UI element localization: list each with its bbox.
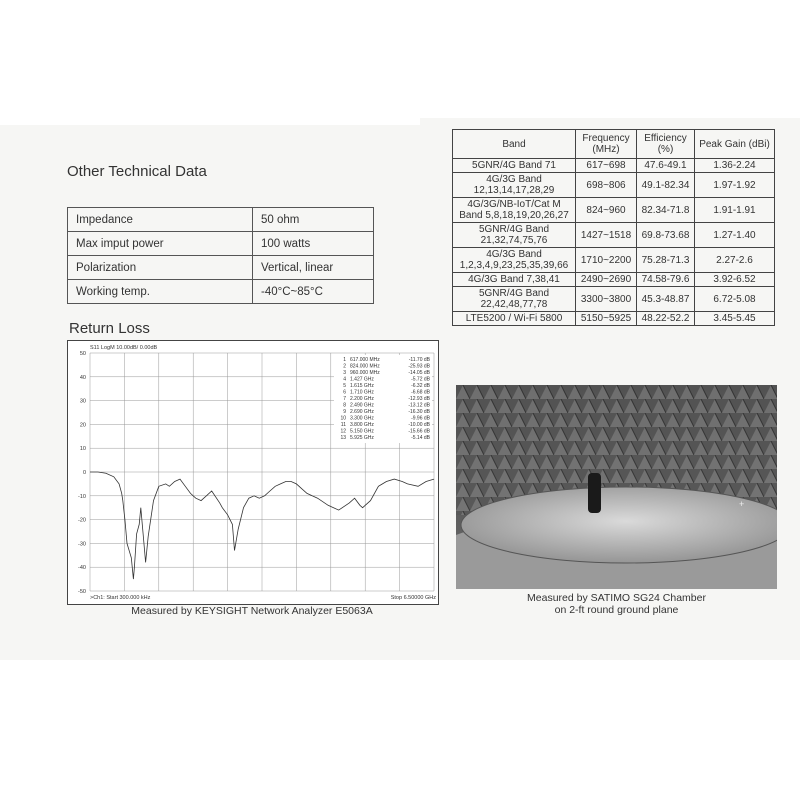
marker-value: -11.70 dB xyxy=(408,357,430,363)
marker-value: -16.30 dB xyxy=(408,409,430,415)
spec-label: Working temp. xyxy=(68,280,253,304)
other-technical-title: Other Technical Data xyxy=(67,163,207,180)
chamber-caption xyxy=(456,592,777,616)
svg-text:+: + xyxy=(739,499,745,509)
chamber-image xyxy=(456,385,777,589)
peak-gain-cell: 1.27-1.40 xyxy=(695,223,775,248)
band-cell: 4G/3G Band 7,38,41 xyxy=(453,273,576,287)
spec-value: -40°C~85°C xyxy=(253,280,374,304)
band-table xyxy=(452,129,775,326)
marker-id: 1 xyxy=(343,357,346,363)
return-loss-caption: Measured by KEYSIGHT Network Analyzer E5063A xyxy=(131,605,373,617)
band-cell: 4G/3G Band 1,2,3,4,9,23,25,35,39,66 xyxy=(453,248,576,273)
marker-frequency: 1.427 GHz xyxy=(350,376,374,383)
marker-id: 8 xyxy=(343,402,346,409)
marker-value: -6.32 dB xyxy=(411,383,430,389)
frequency-cell: 617~698 xyxy=(576,159,637,173)
marker-frequency: 2.200 GHz xyxy=(350,396,374,402)
return-loss-plot xyxy=(68,341,438,604)
return-loss-title: Return Loss xyxy=(69,320,150,337)
frequency-cell: 3300~3800 xyxy=(576,287,637,312)
header-frequency: Frequency (MHz) xyxy=(576,130,637,159)
marker-id: 7 xyxy=(343,396,346,402)
y-tick-label: -50 xyxy=(78,589,86,595)
efficiency-cell: 74.58-79.6 xyxy=(637,273,695,287)
frequency-cell: 1427~1518 xyxy=(576,223,637,248)
marker-value: -14.05 dB xyxy=(408,370,430,376)
marker-frequency: 824.000 MHz xyxy=(350,363,380,370)
marker-id: 9 xyxy=(343,409,346,415)
marker-frequency: 3.300 GHz xyxy=(350,415,374,422)
marker-id: 4 xyxy=(343,376,346,383)
band-cell: 5GNR/4G Band 71 xyxy=(453,159,576,173)
efficiency-cell: 69.8-73.68 xyxy=(637,223,695,248)
marker-id: 13 xyxy=(340,435,346,441)
frequency-cell: 698~806 xyxy=(576,173,637,198)
marker-id: 3 xyxy=(343,370,346,376)
peak-gain-cell: 6.72-5.08 xyxy=(695,287,775,312)
marker-frequency: 5.150 GHz xyxy=(350,428,374,435)
band-cell: 5GNR/4G Band 21,32,74,75,76 xyxy=(453,223,576,248)
peak-gain-cell: 2.27-2.6 xyxy=(695,248,775,273)
header-band: Band xyxy=(453,130,576,159)
marker-value: -5.72 dB xyxy=(411,376,430,383)
header-peak-gain: Peak Gain (dBi) xyxy=(695,130,775,159)
spec-value: 100 watts xyxy=(253,232,374,256)
frequency-cell: 824~960 xyxy=(576,198,637,223)
peak-gain-cell: 1.91-1.91 xyxy=(695,198,775,223)
chamber-photo xyxy=(456,385,777,589)
table-row xyxy=(68,280,374,304)
efficiency-cell: 48.22-52.2 xyxy=(637,312,695,326)
marker-value: -6.68 dB xyxy=(411,389,430,396)
analyzer-stop: Stop 6.50000 GHz xyxy=(390,595,436,601)
marker-id: 2 xyxy=(343,363,346,370)
marker-frequency: 2.490 GHz xyxy=(350,402,374,409)
spec-label: Impedance xyxy=(68,208,253,232)
y-tick-label: 30 xyxy=(79,398,86,405)
y-tick-label: 0 xyxy=(82,470,86,476)
marker-value: -25.93 dB xyxy=(408,363,430,370)
marker-frequency: 960.000 MHz xyxy=(350,370,380,376)
spec-value: 50 ohm xyxy=(253,208,374,232)
marker-id: 6 xyxy=(343,389,346,396)
efficiency-cell: 45.3-48.87 xyxy=(637,287,695,312)
frequency-cell: 5150~5925 xyxy=(576,312,637,326)
peak-gain-cell: 1.97-1.92 xyxy=(695,173,775,198)
efficiency-cell: 47.6-49.1 xyxy=(637,159,695,173)
marker-id: 5 xyxy=(343,383,346,389)
marker-frequency: 5.925 GHz xyxy=(350,435,374,441)
document-sheet-edge xyxy=(420,118,800,128)
frequency-cell: 2490~2690 xyxy=(576,273,637,287)
band-row xyxy=(453,223,775,248)
marker-value: -15.66 dB xyxy=(408,428,430,435)
y-tick-label: -30 xyxy=(78,541,86,548)
marker-frequency: 1.710 GHz xyxy=(350,389,374,396)
table-row xyxy=(68,208,374,232)
marker-value: -5.14 dB xyxy=(411,435,430,441)
band-row xyxy=(453,312,775,326)
marker-id: 11 xyxy=(340,422,346,428)
peak-gain-cell: 3.45-5.45 xyxy=(695,312,775,326)
marker-readout-table xyxy=(334,355,432,443)
efficiency-cell: 49.1-82.34 xyxy=(637,173,695,198)
marker-value: -9.96 dB xyxy=(411,415,430,422)
y-tick-label: 20 xyxy=(79,422,86,429)
band-row xyxy=(453,173,775,198)
analyzer-header: S11 LogM 10.00dB/ 0.00dB xyxy=(90,345,158,351)
chamber-caption-line1: Measured by SATIMO SG24 Chamber xyxy=(527,592,706,604)
peak-gain-cell: 1.36-2.24 xyxy=(695,159,775,173)
band-cell: 4G/3G/NB-IoT/Cat M Band 5,8,18,19,20,26,27 xyxy=(453,198,576,223)
y-tick-label: 40 xyxy=(79,374,86,381)
table-row xyxy=(68,232,374,256)
marker-frequency: 1.615 GHz xyxy=(350,383,374,389)
spec-label: Polarization xyxy=(68,256,253,280)
band-table-header xyxy=(453,130,775,159)
return-loss-chart xyxy=(67,340,439,605)
efficiency-cell: 75.28-71.3 xyxy=(637,248,695,273)
marker-frequency: 2.690 GHz xyxy=(350,409,374,415)
spec-value: Vertical, linear xyxy=(253,256,374,280)
y-tick-label: 50 xyxy=(79,351,86,357)
band-row xyxy=(453,198,775,223)
marker-frequency: 3.800 GHz xyxy=(350,422,374,428)
header-efficiency: Efficiency (%) xyxy=(637,130,695,159)
y-tick-label: 10 xyxy=(79,446,86,453)
marker-frequency: 617.000 MHz xyxy=(350,357,380,363)
technical-data-table xyxy=(67,207,374,304)
band-row xyxy=(453,273,775,287)
marker-value: -12.93 dB xyxy=(408,396,430,402)
marker-value: -10.00 dB xyxy=(408,422,430,428)
analyzer-start: >Ch1: Start 300.000 kHz xyxy=(90,595,151,601)
peak-gain-cell: 3.92-6.52 xyxy=(695,273,775,287)
y-tick-label: -20 xyxy=(78,517,86,524)
marker-value: -13.12 dB xyxy=(408,402,430,409)
antenna-under-test xyxy=(588,473,601,513)
marker-id: 12 xyxy=(340,428,346,435)
marker-id: 10 xyxy=(340,415,346,422)
y-tick-label: -40 xyxy=(78,565,86,572)
band-cell: LTE5200 / Wi-Fi 5800 xyxy=(453,312,576,326)
band-row xyxy=(453,248,775,273)
band-row xyxy=(453,159,775,173)
chamber-caption-line2: on 2-ft round ground plane xyxy=(554,604,679,616)
spec-label: Max imput power xyxy=(68,232,253,256)
frequency-cell: 1710~2200 xyxy=(576,248,637,273)
band-row xyxy=(453,287,775,312)
table-row xyxy=(68,256,374,280)
efficiency-cell: 82.34-71.8 xyxy=(637,198,695,223)
y-tick-label: -10 xyxy=(78,493,86,500)
band-cell: 5GNR/4G Band 22,42,48,77,78 xyxy=(453,287,576,312)
band-cell: 4G/3G Band 12,13,14,17,28,29 xyxy=(453,173,576,198)
